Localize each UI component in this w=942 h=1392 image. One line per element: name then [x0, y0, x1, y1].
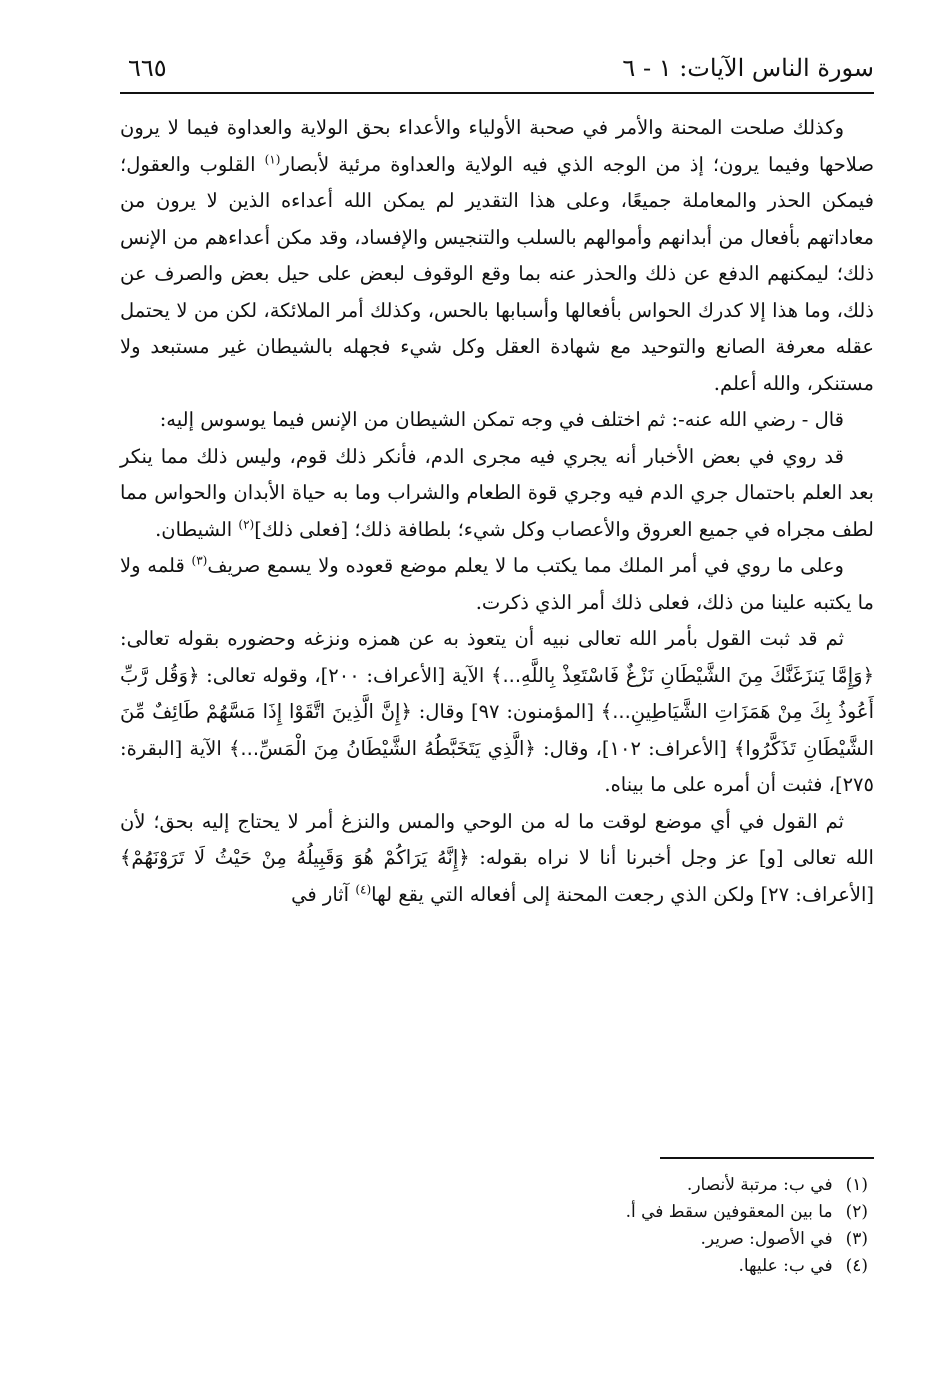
footnote-text: في الأصول: صرير.	[700, 1229, 833, 1249]
footnote	[120, 1199, 868, 1226]
paragraph-text: قلمه ولا ما يكتبه علينا من ذلك، فعلى ذلك أمر الذي ذكرت.	[120, 554, 874, 614]
footnote-text: ما بين المعقوفين سقط في أ.	[625, 1202, 833, 1222]
footnote-number: (١)	[845, 1175, 868, 1195]
paragraph-text: وعلى ما روي في أمر الملك مما يكتب ما لا يعلم موضع قعوده ولا يسمع صريف	[207, 554, 844, 577]
footnote	[120, 1226, 868, 1253]
paragraph-text: الآية [الأعراف: ٢٠٠]، وقوله تعالى:	[199, 663, 492, 687]
page-number: ٦٦٥	[128, 54, 167, 82]
footnote-ref: (٣)	[191, 553, 208, 568]
footnote-number: (٤)	[845, 1256, 868, 1276]
paragraph-text: [الأعراف: ٢٧] ولكن الذي رجعت المحنة إلى أفعاله التي يقع لها	[371, 882, 874, 906]
footnote-ref: (١)	[264, 152, 281, 166]
paragraph-text: قد روي في بعض الأخبار أنه يجري فيه مجرى الدم، فأنكر ذلك قوم، وليس ذلك مما ينكر بعد العلم باحتمال جري الدم فيه وجري قوة الطعام والشراب وما به حياة الأبدان والحواس مما لطف مجراه في جميع العروق والأعصاب وكل شيء؛ بلطافة ذلك؛ [فعلى ذلك]	[120, 444, 874, 541]
paragraph-text: قال - رضي الله عنه-: ثم اختلف في وجه تمكن الشيطان من الإنس فيما يوسوس إليه:	[159, 408, 844, 431]
footnote	[120, 1172, 868, 1199]
paragraph	[120, 804, 874, 914]
paragraph	[120, 621, 874, 804]
paragraph-text: ثم قد ثبت القول بأمر الله تعالى نبيه أن يتعوذ به عن همزه ونزغه وحضوره بقوله تعالى:	[120, 627, 844, 650]
footnotes	[120, 1172, 868, 1280]
running-header	[120, 50, 874, 90]
paragraph	[120, 439, 874, 549]
footnote-number: (٣)	[845, 1229, 868, 1249]
paragraph	[120, 548, 874, 621]
footnote	[120, 1253, 868, 1280]
paragraph-text: الآية [البقرة: ٢٧٥]، فثبت أن أمره على ما بيناه.	[120, 736, 874, 796]
paragraph-text: وكذلك صلحت المحنة والأمر في صحبة الأولياء والأعداء بحق الولاية والعداوة فيما لا يرون صلاحها وفيما يرون؛ إذ من الوجه الذي فيه الولاية والعداوة مرئية لأبصار	[120, 116, 874, 176]
quran-quote: ﴿وَإِمَّا يَنزَغَنَّكَ مِنَ الشَّيْطَانِ نَزْغٌ فَاسْتَعِذْ بِاللَّهِ...﴾	[491, 663, 874, 687]
footnote-text: في ب: عليها.	[738, 1256, 833, 1276]
footnote-number: (٢)	[845, 1202, 868, 1222]
footnote-ref: (٢)	[238, 517, 255, 531]
paragraph-text: الشيطان.	[155, 517, 239, 541]
quran-quote: ﴿وَقُل رَّبِّ أَعُوذُ بِكَ مِنْ هَمَزَاتِ الشَّيَاطِينِ...﴾	[120, 663, 874, 723]
paragraph-text: القلوب والعقول؛ فيمكن الحذر والمعاملة جميعًا، وعلى هذا التقدير لم يمكن الله أعداءه الذين لا يرون من معاداتهم بأفعال من أبدانهم وأموالهم بالسلب والتنجيس والإفساد، وقد مكن أعداءهم من الإنس ذلك؛ ليمكنهم الدفع عن ذلك والحذر عنه بما وقع الوقوف لبعض على حيل بعض والصرف عن ذلك، وما هذا إلا كدرك الحواس بأفعالها وأسبابها بالحس، وكذلك أمر الملائكة، لكن من لا يحتمل عقله معرفة الصانع والتوحيد مع شهادة العقل وكل شيء فجهله بالشيطان غير مستبعد ولا مستنكر، والله أعلم.	[120, 152, 874, 395]
body-text	[120, 110, 874, 913]
quran-quote: ﴿إِنَّ الَّذِينَ اتَّقَوْا إِذَا مَسَّهُمْ طَائِفٌ مِّنَ الشَّيْطَانِ تَذَكَّرُوا﴾	[120, 700, 875, 760]
footnote-rule	[660, 1157, 874, 1159]
paragraph-text: ثم القول في أي موضع لوقت ما له من الوحي والمس والنزغ أمر لا يحتاج إليه بحق؛ لأن الله تعالى [و] عز وجل أخبرنا أنا لا نراه بقوله:	[120, 809, 874, 869]
running-title: سورة الناس الآيات: ١ - ٦	[622, 54, 874, 82]
paragraph-text: آثار في	[291, 882, 356, 906]
header-rule	[120, 92, 874, 94]
paragraph-text: [الأعراف: ١٠٢]، وقال:	[535, 736, 734, 760]
quran-quote: ﴿إِنَّهُ يَرَاكُمْ هُوَ وَقَبِيلُهُ مِنْ حَيْثُ لَا تَرَوْنَهُمْ﴾	[120, 846, 470, 869]
quran-quote: ﴿الَّذِي يَتَخَبَّطُهُ الشَّيْطَانُ مِنَ الْمَسِّ...﴾	[229, 736, 536, 760]
paragraph	[120, 110, 874, 402]
footnote-text: في ب: مرتبة لأنصار.	[686, 1175, 833, 1195]
paragraph	[120, 402, 874, 439]
footnote-ref: (٤)	[355, 882, 372, 896]
paragraph-text: [المؤمنون: ٩٧] وقال:	[411, 700, 601, 723]
